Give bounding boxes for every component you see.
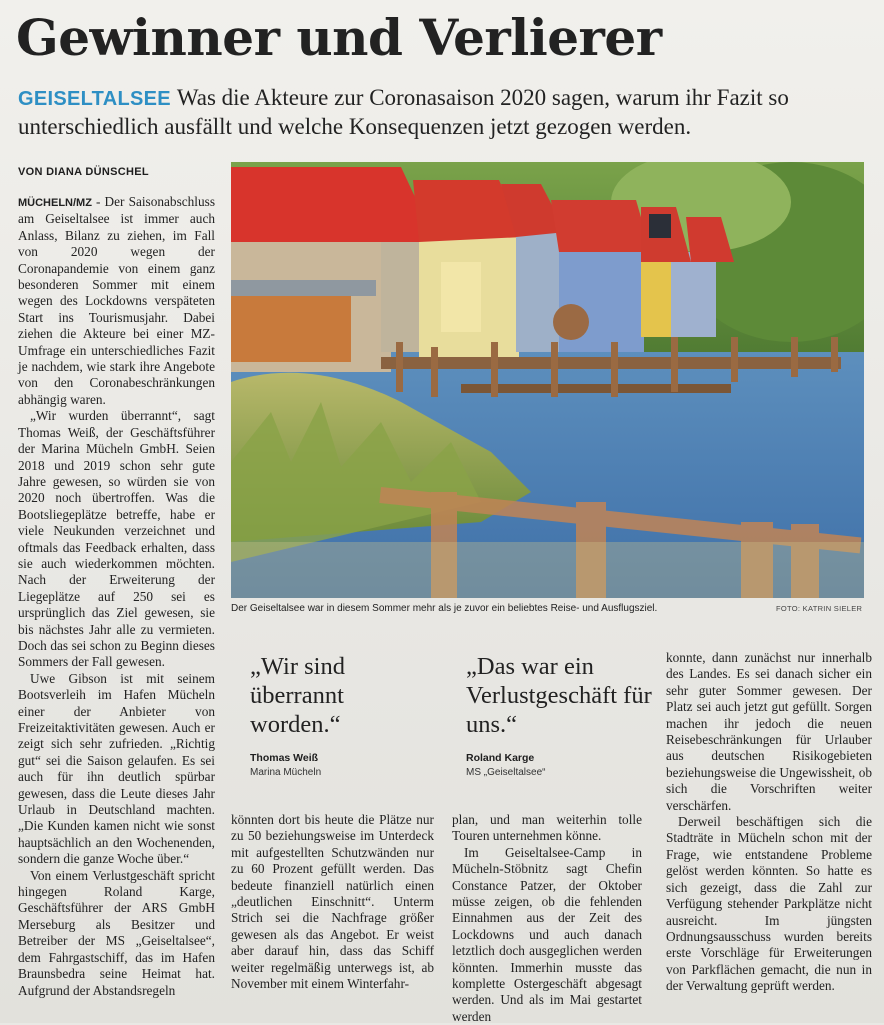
article-column-3 [452, 812, 642, 1025]
subline-text: Was die Akteure zur Coronasaison 2020 sagen, warum ihr Fazit so unterschiedlich ausfällt und welche Konsequenzen jetzt gezogen werden. [18, 85, 789, 139]
article-column-4 [666, 650, 872, 995]
paragraph: konnte, dann zunächst nur innerhalb des Landes. Es sei danach sicher ein sehr guter Sommer gewesen. Der Platz sei auch jetzt gut gefüllt. Sorgen machen ihr jedoch die neuen Reisebeschränkungen für Urlauber aus deutschen Risikogebieten beziehungsweise die Ungewissheit, ob sich die Vorschriften weiter verschärfen. [666, 650, 872, 813]
byline: VON DIANA DÜNSCHEL [18, 166, 149, 178]
paragraph: Von einem Verlustgeschäft spricht hingegen Roland Karge, Geschäftsführer der ARS GmbH Merseburg als Besitzer und Betreiber der MS „Geiseltalsee“, dem Fahrgastschiff, das im Hafen Braunsbedra seine Heimat hat. Aufgrund der Abstandsregeln [18, 867, 215, 998]
paragraph: „Wir wurden überrannt“, sagt Thomas Weiß, der Geschäftsführer der Marina Mücheln GmbH. Seien 2018 und 2019 schon sehr gute Jahre gewesen, so würden sie von 2020 noch übertroffen. Was die Bootsliegeplätze betreffe, habe er viele Neukunden verzeichnet und oftmals das Feedback erhalten, dass sie auch wiederkommen möchten. Nach der Erweiterung der Liegeplätze auf 250 sei es ursprünglich das Ziel gewesen, sie bis nächstes Jahr alle zu vermieten. Doch das sei schon zu Beginn dieses Sommers der Fall gewesen. [18, 408, 215, 670]
paragraph: Uwe Gibson ist mit seinem Bootsverleih im Hafen Mücheln einer der Anbieter von Freizeitaktivitäten gewesen. Auch er zeigt sich sehr zufrieden. „Richtig gut“ sei die Saison gelaufen. Es sei auch für ihn deutlich spürbar gewesen, dass die Leute dieses Jahr Urlaub in Deutschland machten. „Die Kunden kamen nicht wie sonst hauptsächlich an den Wochenenden, sondern die ganze Woche über.“ [18, 670, 215, 867]
headline: Gewinner und Verlierer [16, 8, 662, 67]
pull-quote: „Das war ein Verlustgeschäft für uns.“ [466, 653, 652, 738]
photo-caption: Der Geiseltalsee war in diesem Sommer mehr als je zuvor ein beliebtes Reise- und Ausflugsziel. [231, 603, 658, 614]
pull-quote: „Wir sind überrannt worden.“ [250, 653, 345, 738]
paragraph: Im Geiseltalsee-Camp in Mücheln-Stöbnitz sagt Chefin Constance Patzer, der Oktober müsse zeigen, ob die fehlenden Einnahmen aus der Zeit des Lockdowns und auch danach letztlich doch ausgeglichen werden könnten. Immerhin musste das komplette Ostergeschäft abgesagt werden. Und als im Mai gestartet werden [452, 844, 642, 1024]
paragraph: könnten dort bis heute die Plätze nur zu 50 beziehungsweise im Unterdeck mit aufgestellten Schutzwänden nur zu 60 Prozent gefüllt werden. Das bedeute finanziell natürlich einen „deutlichen Einschnitt“. Unterm Strich sei die Nachfrage größer gewesen als das Angebot. Er weist aber darauf hin, dass das Schiff weiter regelmäßig unterwegs ist, ab November mit einem Winterfahr- [231, 812, 434, 992]
subline [18, 84, 868, 141]
quote-author: Thomas Weiß [250, 752, 319, 764]
quote-role: MS „Geiseltalsee“ [466, 767, 546, 778]
paragraph: MÜCHELN/MZ - Der Saisonabschluss am Geiseltalsee ist immer auch Anlass, Bilanz zu ziehen, im Fall von 2020 wegen der Coronapandemie von einem ganz besonderen Sommer mit einem wegen des Lockdowns verspäteten Start ins Tourismusjahr. Dabei ziehen die Akteure bei einer MZ-Umfrage ein unterschiedliches Fazit je nachdem, wie stark ihre Angebote von den Coronabeschränkungen abhängig waren. [18, 194, 215, 407]
lake-photo [231, 162, 864, 598]
kicker: GEISELTALSEE [18, 88, 171, 110]
quote-author: Roland Karge [466, 752, 535, 764]
quote-role: Marina Mücheln [250, 767, 322, 778]
dateline: MÜCHELN/MZ [18, 197, 92, 209]
article-column-1 [18, 194, 215, 999]
paragraph: Derweil beschäftigen sich die Stadträte in Mücheln schon mit der Frage, wie entstandene Probleme gelöst werden könnten. So hatte es sich gezeigt, dass die Zahl zur Verfügung stehender Parkplätze nicht ausreicht. Im jüngsten Ordnungsausschuss wurden bereits erste Vorschläge für Erweiterungen von Parkflächen gemacht, die nun in der Verwaltung geprüft werden. [666, 814, 872, 994]
photo-credit: FOTO: KATRIN SIELER [776, 604, 863, 613]
paragraph: plan, und man weiterhin tolle Touren unternehmen könne. [452, 812, 642, 844]
article-column-2 [231, 812, 434, 992]
